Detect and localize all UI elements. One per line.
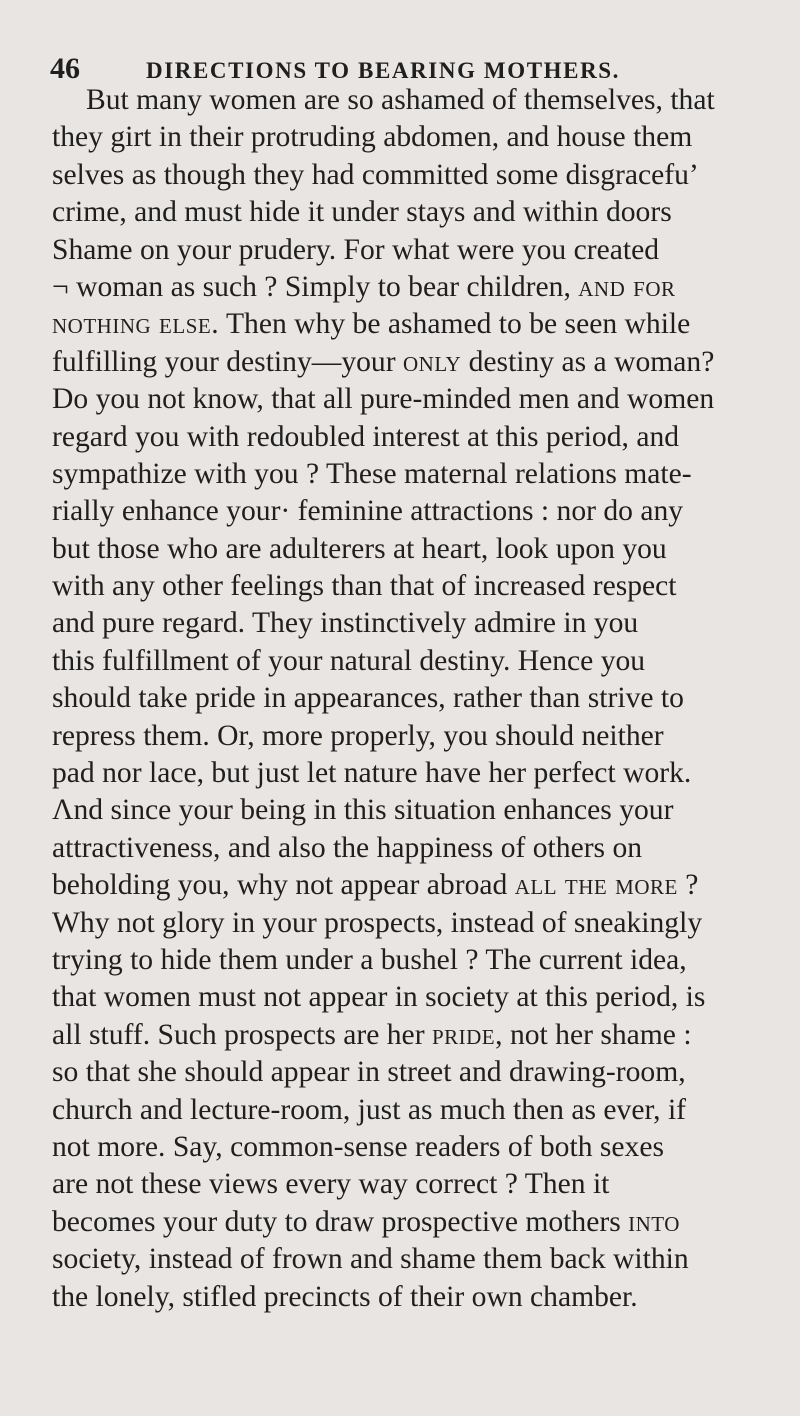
line-text: church and lecture-room, just as much then as ever, if — [52, 1093, 687, 1126]
line-text: that women must not appear in society at this period, is — [52, 981, 706, 1014]
line-text: with any other feelings than that of increased respect — [52, 570, 677, 603]
line-text: so that she should appear in street and drawing-room, — [52, 1056, 686, 1089]
line-text: regard you with redoubled interest at this period, and — [52, 420, 680, 453]
line-text: pad nor lace, but just let nature have her perfect work. — [52, 757, 692, 790]
text-line — [52, 755, 772, 792]
line-text: repress them. Or, more properly, you should neither — [52, 719, 664, 752]
line-text: are not these views every way correct ? Then it — [52, 1168, 610, 1201]
line-text: trying to hide them under a bushel ? The current idea, — [52, 943, 687, 976]
text-line — [52, 269, 772, 306]
text-line — [52, 1054, 772, 1091]
line-text: the lonely, stifled precincts of their own chamber. — [52, 1280, 638, 1313]
line-text: Do you not know, that all pure-minded men and women — [52, 383, 715, 416]
line-text: and pure regard. They instinctively admire in you — [52, 607, 639, 640]
text-line — [52, 1092, 772, 1129]
text-line — [52, 531, 772, 568]
line-text: fulfilling your destiny—your — [52, 345, 403, 378]
line-text: Shame on your prudery. For what were you created — [52, 233, 660, 266]
text-line — [52, 718, 772, 755]
line-text: Why not glory in your prospects, instead of sneakingly — [52, 906, 703, 939]
small-caps-emphasis: nothing else. — [52, 308, 220, 341]
text-line — [52, 456, 772, 493]
line-text: Λnd since your being in this situation enhances your — [52, 794, 674, 827]
text-line — [52, 867, 772, 904]
line-text: society, instead of frown and shame them back within — [52, 1243, 689, 1276]
text-line — [52, 1204, 772, 1241]
line-text: ¬ woman as such ? Simply to bear children, — [52, 270, 579, 303]
line-text: not more. Say, common-sense readers of both sexes — [52, 1130, 664, 1163]
text-line — [52, 979, 772, 1016]
text-line — [52, 194, 772, 231]
line-text: attractiveness, and also the happiness of others on — [52, 831, 643, 864]
text-line — [52, 1129, 772, 1166]
line-text-continued: ? — [677, 869, 699, 902]
text-line — [52, 1017, 772, 1054]
small-caps-emphasis: all the more — [514, 869, 678, 902]
text-line — [52, 792, 772, 829]
line-text: becomes your duty to draw prospective mothers — [52, 1205, 629, 1238]
small-caps-emphasis: only — [402, 345, 462, 378]
small-caps-emphasis: pride — [431, 1018, 496, 1051]
line-text: But many women are so ashamed of themselves, that — [86, 84, 715, 116]
running-title: DIRECTIONS TO BEARING MOTHERS. — [146, 58, 621, 83]
line-text-continued: Then why be ashamed to be seen while — [219, 308, 691, 341]
text-line — [52, 605, 772, 642]
line-text: selves as though they had committed some disgracefu’ — [52, 158, 699, 191]
text-line — [52, 568, 772, 605]
line-text: this fulfillment of your natural destiny. Hence you — [52, 644, 646, 677]
small-caps-emphasis: and for — [578, 270, 676, 303]
text-line — [52, 306, 772, 343]
text-line — [52, 344, 772, 381]
line-text: but those who are adulterers at heart, look upon you — [52, 532, 667, 565]
text-line — [52, 232, 772, 269]
line-text: beholding you, why not appear abroad — [52, 869, 515, 902]
text-line — [52, 643, 772, 680]
line-text: should take pride in appearances, rather than strive to — [52, 682, 684, 715]
text-line — [52, 1166, 772, 1203]
line-text: they girt in their protruding abdomen, and house them — [52, 121, 693, 154]
line-text: all stuff. Such prospects are her — [52, 1018, 432, 1051]
line-text: rially enhance your· feminine attractions : nor do any — [52, 495, 684, 528]
text-line — [52, 905, 772, 942]
line-text: sympathize with you ? These maternal relations mate- — [52, 457, 692, 490]
text-line — [52, 830, 772, 867]
text-line — [52, 82, 772, 119]
text-line — [52, 493, 772, 530]
text-line — [52, 942, 772, 979]
text-line — [52, 419, 772, 456]
line-text-continued: destiny as a woman? — [461, 345, 715, 378]
text-line — [52, 119, 772, 156]
text-line — [52, 1241, 772, 1278]
page-number: 46 — [50, 52, 80, 85]
text-line — [52, 680, 772, 717]
line-text-continued: , not her shame : — [495, 1018, 692, 1051]
small-caps-emphasis: into — [628, 1205, 680, 1238]
line-text: crime, and must hide it under stays and within doors — [52, 196, 672, 229]
body-paragraph — [52, 82, 772, 1316]
text-line — [52, 1279, 772, 1316]
text-line — [52, 381, 772, 418]
text-line — [52, 157, 772, 194]
